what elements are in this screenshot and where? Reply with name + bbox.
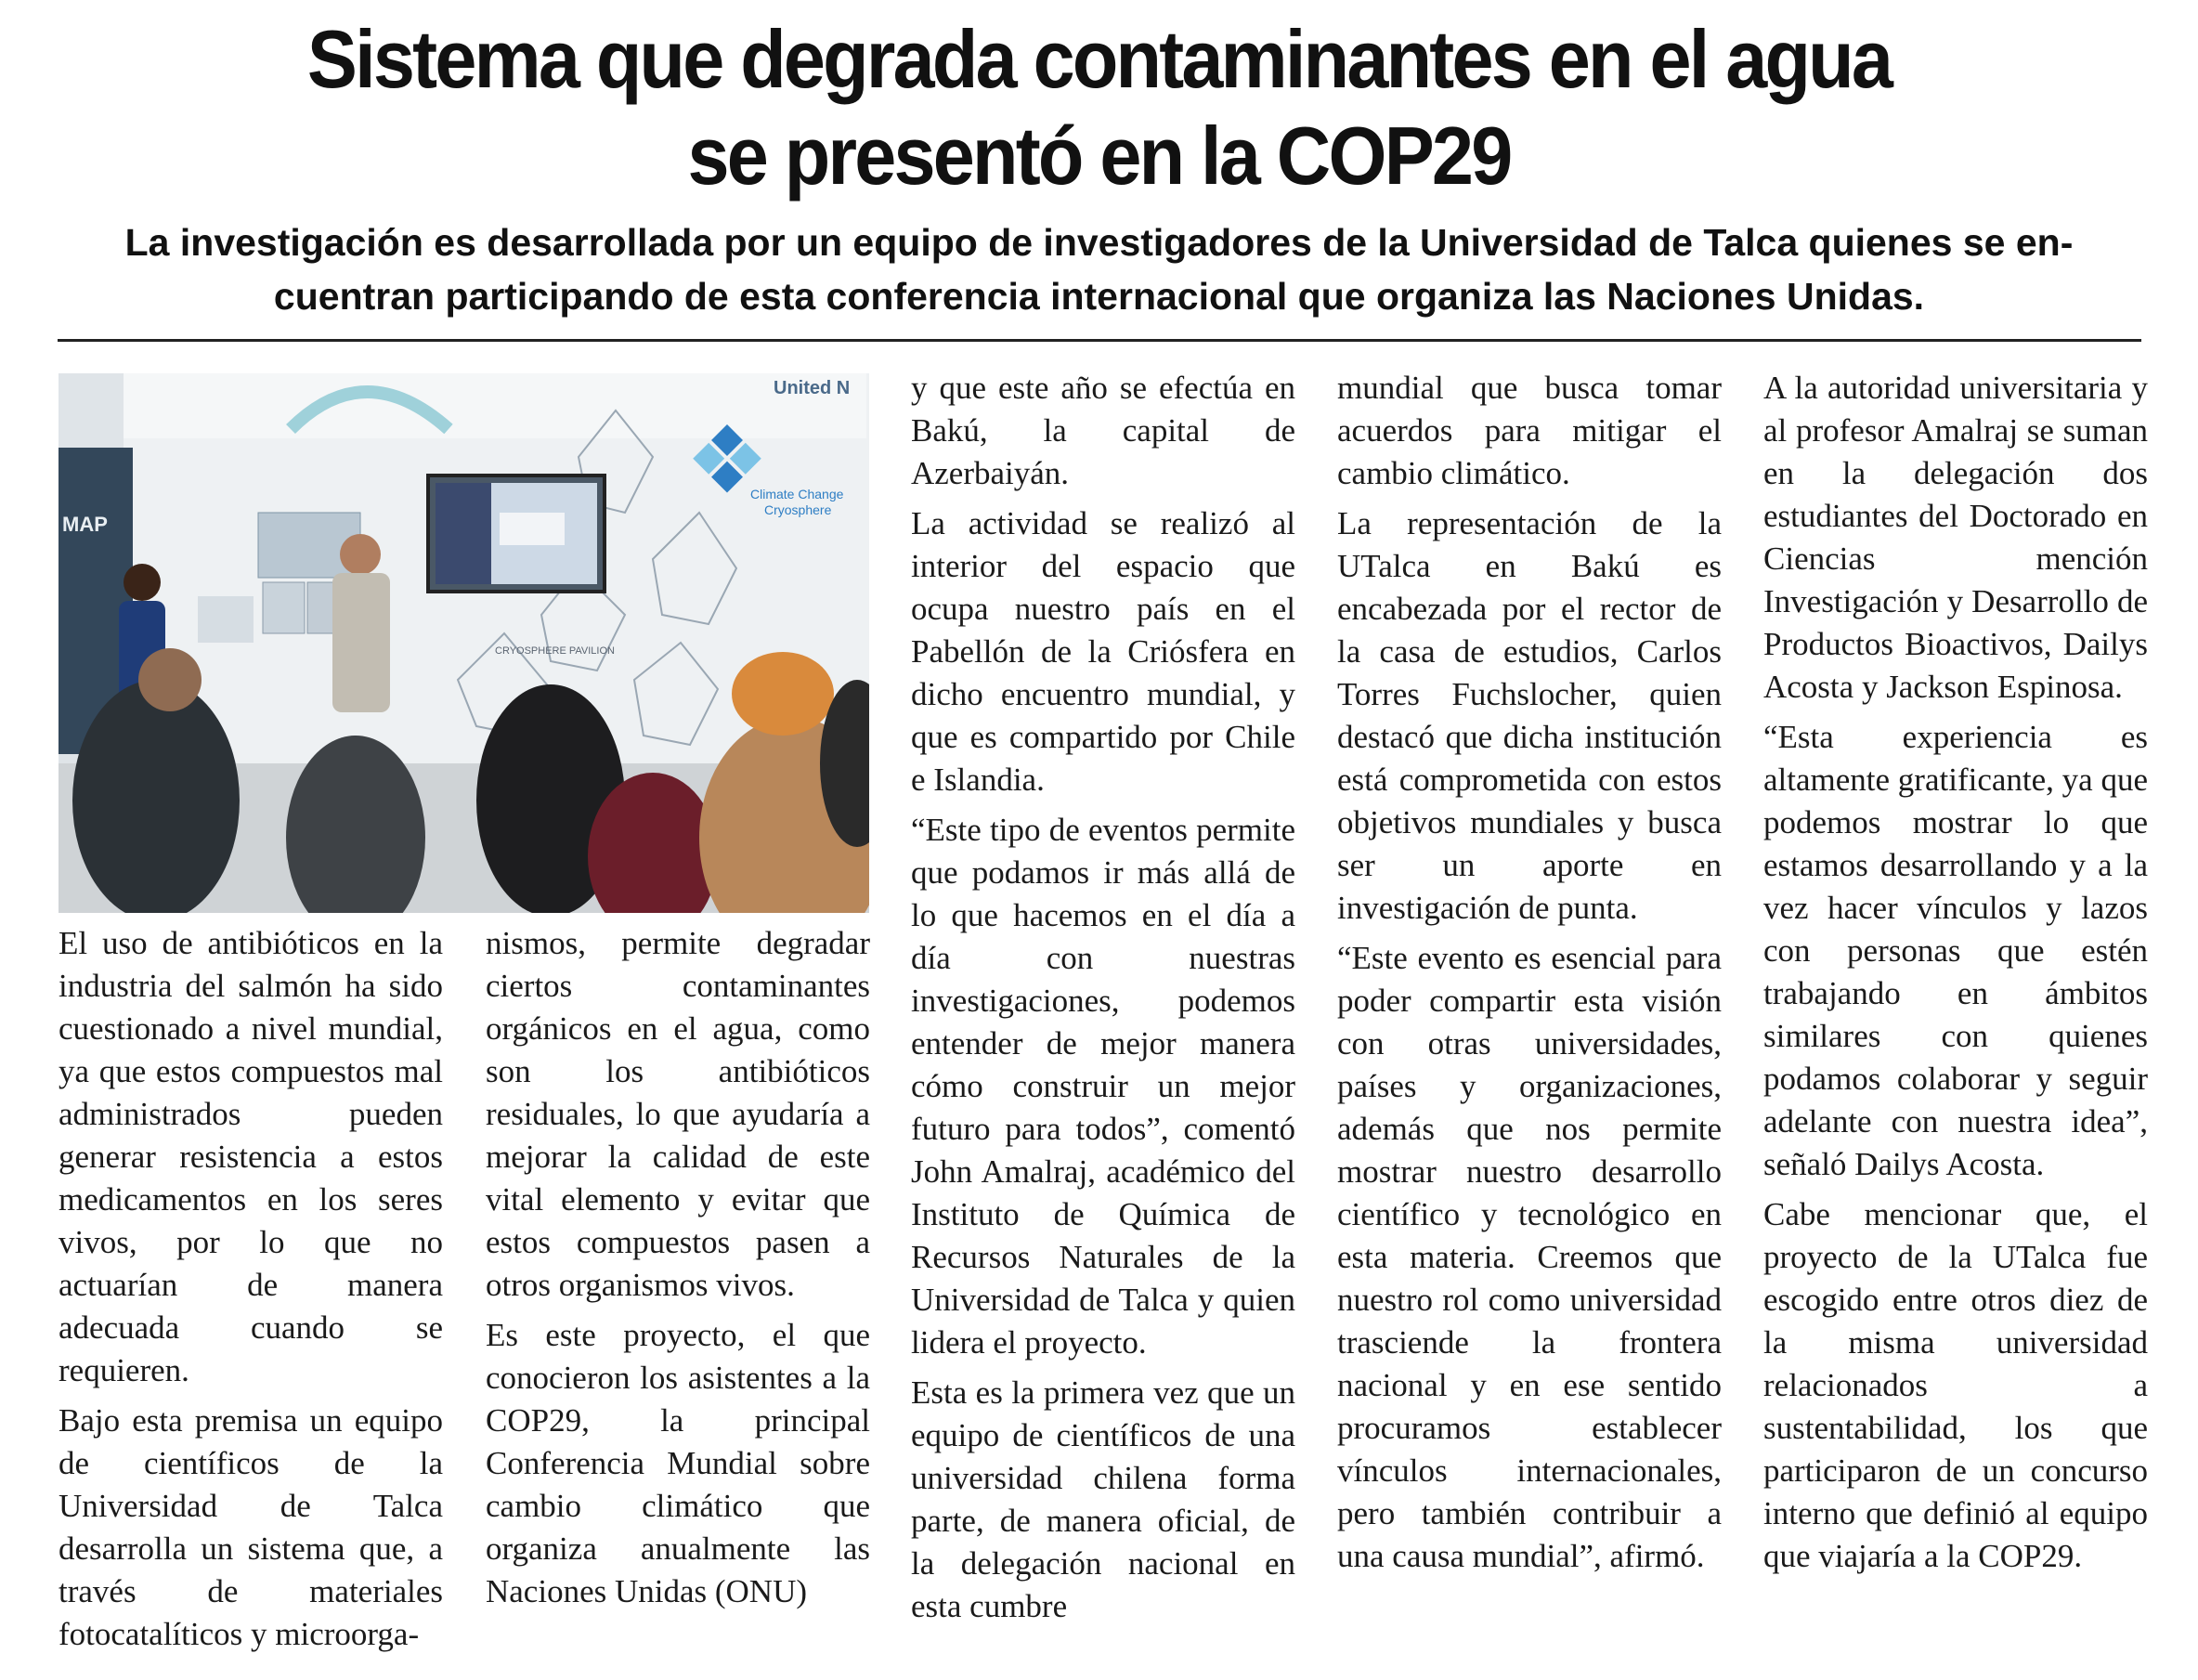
paragraph: A la autoridad universitaria y al profesor Amalraj se suman en la delegación dos estudiantes del Doctorado en Ciencias mención Investigación y Desarrollo de Productos Bioactivos, Dailys Acosta y Jackson Espinosa.: [1763, 370, 2148, 705]
photo-pavilion-text: CRYOSPHERE PAVILION: [495, 645, 615, 657]
paragraph: Bajo esta premisa un equipo de científicos de la Universidad de Talca desarrolla un sistema que, a través de materiales fotocatalíticos y microorga-: [59, 1402, 443, 1652]
subheadline-line-2: cuentran participando de esta conferencia internacional que organiza las Naciones Unidas.: [273, 275, 1925, 318]
photo-logo-text-2: Cryosphere: [764, 502, 832, 517]
paragraph: La representación de la UTalca en Bakú es encabezada por el rector de la casa de estudios, Carlos Torres Fuchslocher, quien destacó que dicha institución está comprometida con estos objetivos mundiales y busca ser un aporte en investigación de punta.: [1337, 505, 1722, 926]
article-column-3: [911, 367, 1295, 1635]
paragraph: Esta es la primera vez que un equipo de científicos de una universidad chilena forma parte, de manera oficial, de la delegación nacional en esta cumbre: [911, 1374, 1295, 1624]
article-column-4: [1337, 367, 1722, 1585]
paragraph: “Esta experiencia es altamente gratificante, ya que podemos mostrar lo que estamos desarrollando y a la vez hacer vínculos y lazos con personas que estén trabajando en ámbitos similares con quienes podamos colaborar y seguir adelante con nuestra idea”, señaló Dailys Acosta.: [1763, 719, 2148, 1182]
paragraph: Cabe mencionar que, el proyecto de la UTalca fue escogido entre otros diez de la misma universidad relacionados a sustentabilidad, los que participaron de un concurso interno que definió al equipo que viajaría a la COP29.: [1763, 1196, 2148, 1574]
article-photo: [59, 373, 869, 913]
photo-logo-text-1: Climate Change: [750, 487, 844, 501]
subheadline: [56, 215, 2142, 323]
paragraph: El uso de antibióticos en la industria del salmón ha sido cuestionado a nivel mundial, ya que estos compuestos mal administrados pueden generar resistencia a estos medicamentos en los seres vivos, por lo que no actuarían de manera adecuada cuando se requieren.: [59, 925, 443, 1388]
paragraph: “Este tipo de eventos permite que podamos ir más allá de lo que hacemos en el día a día con nuestras investigaciones, podemos entender de mejor manera cómo construir un mejor futuro para todos”, comentó John Amalraj, académico del Instituto de Química de Recursos Naturales de la Universidad de Talca y quien lidera el proyecto.: [911, 812, 1295, 1361]
paragraph: nismos, permite degradar ciertos contaminantes orgánicos en el agua, como son los antibióticos residuales, lo que ayudaría a mejorar la calidad de este vital elemento y evitar que estos compuestos pasen a otros organismos vivos.: [486, 925, 870, 1303]
paragraph: mundial que busca tomar acuerdos para mitigar el cambio climático.: [1337, 370, 1722, 491]
subheadline-line-1: La investigación es desarrollada por un equipo de investigadores de la Universidad de Talca quienes se en-: [124, 221, 2074, 264]
paragraph: La actividad se realizó al interior del espacio que ocupa nuestro país en el Pabellón de la Criósfera en dicho encuentro mundial, y que es compartido por Chile e Islandia.: [911, 505, 1295, 798]
headline: [139, 11, 2059, 204]
article-column-5: [1763, 367, 2148, 1585]
paragraph: Es este proyecto, el que conocieron los asistentes a la COP29, la principal Conferencia Mundial sobre cambio climático que organiza anualmente las Naciones Unidas (ONU): [486, 1317, 870, 1609]
article-column-1: [59, 922, 443, 1663]
headline-line-2: se presentó en la COP29: [687, 110, 1511, 202]
headline-divider: [58, 339, 2141, 342]
headline-line-1: Sistema que degrada contaminantes en el agua: [306, 13, 1892, 105]
photo-banner-text: United N: [774, 378, 851, 398]
photo-map-text: MAP: [62, 513, 108, 536]
paragraph: “Este evento es esencial para poder compartir esta visión con otras universidades, países y organizaciones, además que nos permite mostrar nuestro desarrollo científico y tecnológico en esta materia. Creemos que nuestro rol como universidad trasciende la frontera nacional y en ese sentido procuramos establecer vínculos internacionales, pero también contribuir a una causa mundial”, afirmó.: [1337, 940, 1722, 1574]
paragraph: y que este año se efectúa en Bakú, la capital de Azerbaiyán.: [911, 370, 1295, 491]
article-column-2: [486, 922, 870, 1621]
